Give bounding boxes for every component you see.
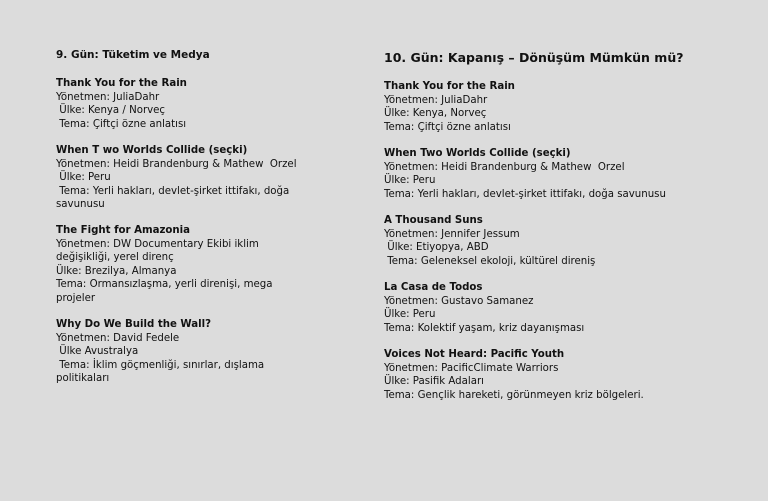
film-title: When Two Worlds Collide (seçki) — [384, 148, 571, 159]
day-9-heading: 9. Gün: Tüketim ve Medya — [56, 49, 210, 61]
film-entry — [56, 144, 318, 212]
film-theme: Tema: Yerli hakları, devlet-şirket ittifakı, doğa savunusu — [56, 185, 293, 210]
film-country: Ülke: Pasifik Adaları — [384, 376, 484, 387]
film-title: The Fight for Amazonia — [56, 225, 190, 236]
film-title: Voices Not Heard: Pacific Youth — [384, 349, 565, 360]
film-director: Yönetmen: Gustavo Samanez — [384, 295, 534, 307]
film-title: La Casa de Todos — [384, 282, 483, 293]
film-director: Yönetmen: JuliaDahr — [384, 94, 488, 106]
film-director: Yönetmen: JuliaDahr — [56, 91, 160, 103]
film-title: Why Do We Build the Wall? — [56, 319, 212, 330]
film-title: Thank You for the Rain — [56, 78, 187, 89]
film-country: Ülke: Peru — [56, 172, 111, 183]
film-entry — [384, 214, 595, 268]
film-theme: Tema: Çiftçi özne anlatısı — [56, 118, 187, 130]
film-title: When T wo Worlds Collide (seçki) — [56, 145, 248, 156]
film-theme: Tema: Çiftçi özne anlatısı — [384, 121, 511, 133]
film-country: Ülke: Kenya / Norveç — [56, 105, 166, 116]
film-director: Yönetmen: Heidi Brandenburg & Mathew Orzel — [56, 158, 297, 170]
film-entry — [384, 348, 644, 402]
film-title: A Thousand Suns — [384, 215, 483, 226]
film-country: Ülke: Peru — [384, 175, 436, 186]
film-director: Yönetmen: DW Documentary Ekibi iklim değişikliği, yerel direnç — [56, 238, 263, 263]
film-director: Yönetmen: David Fedele — [56, 332, 180, 344]
film-country: Ülke: Peru — [384, 309, 436, 320]
film-entry — [384, 147, 666, 201]
film-country: Ülke: Brezilya, Almanya — [56, 265, 177, 277]
film-country: Ülke Avustralya — [56, 346, 139, 357]
film-theme: Tema: İklim göçmenliği, sınırlar, dışlama politikaları — [56, 359, 268, 384]
film-theme: Tema: Ormansızlaşma, yerli direnişi, mega projeler — [56, 279, 276, 304]
film-theme: Tema: Kolektif yaşam, kriz dayanışması — [384, 322, 585, 334]
film-entry — [384, 281, 584, 335]
film-theme: Tema: Geleneksel ekoloji, kültürel direniş — [384, 255, 596, 267]
film-entry — [56, 224, 274, 305]
film-country: Ülke: Etiyopya, ABD — [384, 242, 489, 253]
film-entry — [56, 77, 187, 131]
film-director: Yönetmen: PacificClimate Warriors — [384, 362, 559, 374]
film-entry — [384, 80, 515, 134]
film-theme: Tema: Gençlik hareketi, görünmeyen kriz bölgeleri. — [384, 389, 644, 401]
film-title: Thank You for the Rain — [384, 81, 515, 92]
film-country: Ülke: Kenya, Norveç — [384, 108, 487, 119]
film-director: Yönetmen: Heidi Brandenburg & Mathew Orzel — [384, 161, 625, 173]
film-director: Yönetmen: Jennifer Jessum — [384, 228, 520, 240]
day-10-heading: 10. Gün: Kapanış – Dönüşüm Mümkün mü? — [384, 50, 684, 65]
film-entry — [56, 318, 274, 386]
film-theme: Tema: Yerli hakları, devlet-şirket ittifakı, doğa savunusu — [384, 188, 666, 200]
